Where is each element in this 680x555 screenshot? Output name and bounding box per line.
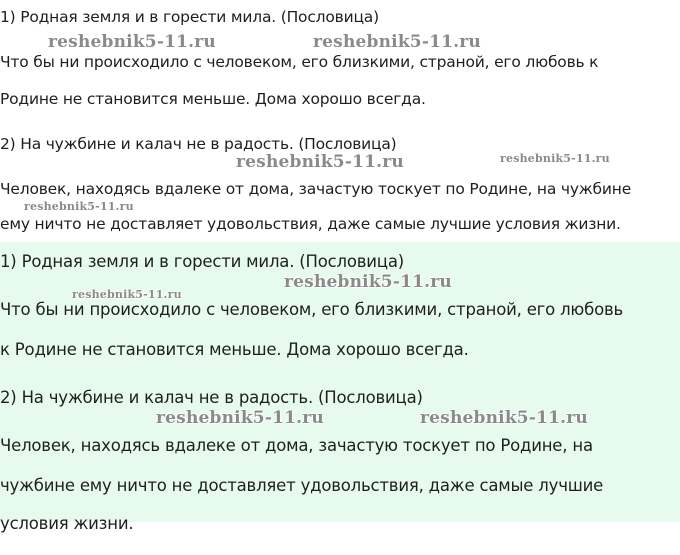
text-line: условия жизни. xyxy=(0,514,134,533)
answer-block-highlighted xyxy=(0,242,680,533)
text-line: Человек, находясь вдалеке от дома, зачастую тоскует по Родине, на xyxy=(0,436,593,455)
watermark: reshebnik5-11.ru xyxy=(48,32,216,52)
watermark: reshebnik5-11.ru xyxy=(156,408,324,428)
watermark: reshebnik5-11.ru xyxy=(24,200,134,213)
watermark: reshebnik5-11.ru xyxy=(313,32,481,52)
text-line: Человек, находясь вдалеке от дома, зачастую тоскует по Родине, на чужбине xyxy=(0,180,632,198)
text-line: Что бы ни происходило с человеком, его близкими, страной, его любовь xyxy=(0,300,624,319)
text-line: чужбине ему ничто не доставляет удовольствия, даже самые лучшие xyxy=(0,476,604,495)
text-line: ему ничто не доставляет удовольствия, даже самые лучшие условия жизни. xyxy=(0,215,621,233)
text-line: к Родине не становится меньше. Дома хорошо всегда. xyxy=(0,340,469,359)
text-line: Что бы ни происходило с человеком, его близкими, страной, его любовь к xyxy=(0,53,599,71)
text-line: 1) Родная земля и в горести мила. (Пословица) xyxy=(0,252,404,271)
watermark: reshebnik5-11.ru xyxy=(420,408,588,428)
text-line: Родине не становится меньше. Дома хорошо всегда. xyxy=(0,90,426,108)
text-line: 2) На чужбине и калач не в радость. (Пословица) xyxy=(0,388,423,407)
text-line: 2) На чужбине и калач не в радость. (Пословица) xyxy=(0,135,397,153)
answer-block-plain xyxy=(0,0,680,242)
text-line: 1) Родная земля и в горести мила. (Пословица) xyxy=(0,8,379,26)
watermark: reshebnik5-11.ru xyxy=(500,152,610,165)
watermark: reshebnik5-11.ru xyxy=(284,272,452,292)
watermark: reshebnik5-11.ru xyxy=(236,152,404,172)
watermark: reshebnik5-11.ru xyxy=(72,288,182,301)
